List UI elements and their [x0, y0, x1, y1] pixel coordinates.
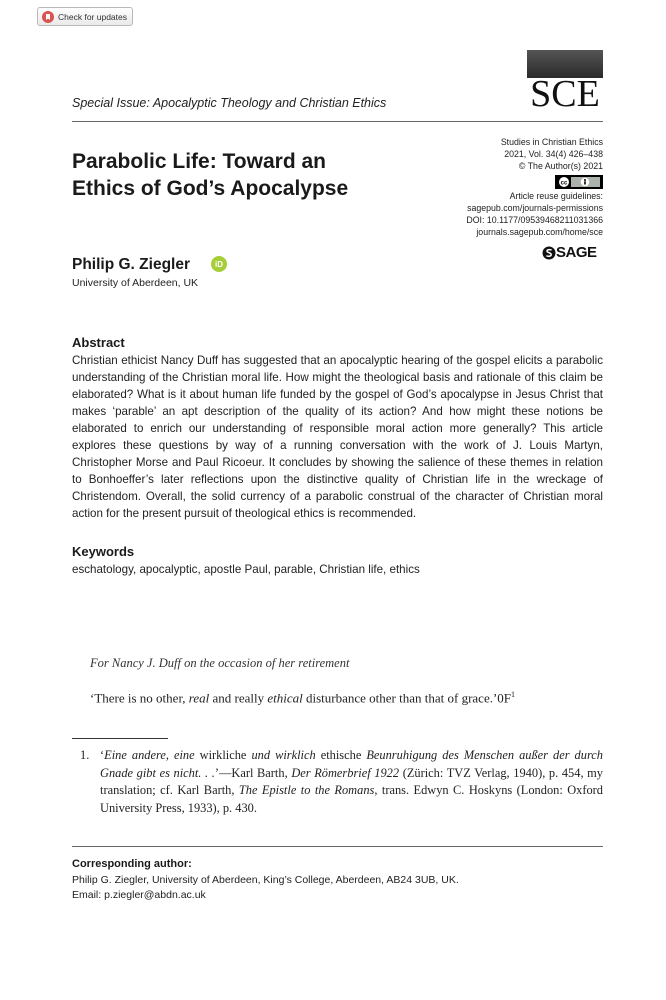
- footnote-marker[interactable]: 1: [511, 690, 516, 699]
- corresponding-author-heading: Corresponding author:: [72, 858, 192, 870]
- journal-volume: 2021, Vol. 34(4) 426–438: [504, 149, 603, 160]
- keywords-heading: Keywords: [72, 544, 135, 559]
- epigraph-text-1: ‘There is no other,: [90, 690, 189, 706]
- paper-title-line-2: Ethics of God’s Apocalypse: [72, 177, 349, 200]
- journal-homepage-link[interactable]: journals.sagepub.com/home/sce: [476, 227, 603, 238]
- footnote-italic: Beunruhigung des Menschen außer der durch Gnade gibt es nicht. . .: [100, 748, 603, 780]
- paper-title-line-1: Parabolic Life: Toward an: [72, 150, 326, 173]
- footnote-part: ethische: [315, 748, 367, 762]
- corresponding-divider: [72, 846, 603, 847]
- paper-title: [72, 148, 412, 202]
- header-divider: [72, 121, 603, 122]
- footnote-italic: Der Römerbrief 1922: [291, 765, 400, 780]
- cc-by-icon: [557, 176, 601, 188]
- abstract-text: Christian ethicist Nancy Duff has suggested that an apocalyptic hearing of the gospel elicits a parabolic understanding of the Christian moral life. How might the theological basis and rationale of this claim be elaborated? What is it about human life funded by the gospel of God’s apocalypse in Jesus Christ that makes ‘parable’ an apt description of the quality of its action? And how might these notions be elaborated to enrich our understanding of responsible moral action more generally? This article explores these questions by way of a running conversation with the work of J. Louis Martyn, Christopher Morse and Paul Ricoeur. It concludes by showing the salience of these themes in relation to Bonhoeffer’s later reflections upon the distinctive quality of Christian life in the wreckage of Christendom. Overall, the solid currency of a parabolic construal of the character of Christian moral action for the present pursuit of theological ethics is recommended.: [72, 354, 603, 520]
- journal-name: Studies in Christian Ethics: [500, 137, 603, 147]
- dedication: For Nancy J. Duff on the occasion of her retirement: [90, 656, 350, 670]
- epigraph-emphasis-real: real: [188, 690, 210, 706]
- footnote-italic: und wirklich: [251, 748, 316, 762]
- orcid-icon[interactable]: iD: [211, 256, 227, 272]
- check-for-updates-label: Check for updates: [58, 11, 127, 22]
- footnote-text: [100, 747, 603, 817]
- bookmark-update-icon: [42, 11, 54, 23]
- author-affiliation: University of Aberdeen, UK: [72, 277, 199, 289]
- reuse-guidelines-label: Article reuse guidelines:: [509, 190, 603, 201]
- journal-logo: SCE: [530, 73, 600, 115]
- creative-commons-icon[interactable]: [555, 175, 603, 189]
- epigraph-emphasis-ethical: ethical: [267, 690, 303, 706]
- footnote-divider: [72, 738, 168, 739]
- footnote-part: ’—Karl Barth,: [214, 765, 292, 780]
- doi-link[interactable]: DOI: 10.1177/09539468211031366: [466, 215, 603, 226]
- footnote: [80, 747, 603, 817]
- journal-copyright: © The Author(s) 2021: [518, 161, 603, 172]
- footnote-number: 1.: [80, 748, 90, 762]
- check-for-updates-button[interactable]: [37, 7, 133, 26]
- journal-info: [420, 136, 603, 238]
- epigraph-text-3: disturbance other than that of grace.’0F: [302, 690, 512, 706]
- footnote-italic: The Epistle to the Romans: [238, 783, 375, 797]
- footnote-part: , trans. Edwyn C. Hoskyns (London: Oxford University Press, 1933), p. 430.: [100, 783, 603, 815]
- author-name: Philip G. Ziegler: [72, 256, 190, 273]
- permissions-link[interactable]: sagepub.com/journals-permissions: [467, 202, 603, 213]
- publisher-name: SAGE: [556, 244, 597, 261]
- epigraph: [90, 690, 515, 706]
- corresponding-author-email[interactable]: Email: p.ziegler@abdn.ac.uk: [72, 889, 206, 901]
- sage-s-icon: [542, 246, 556, 260]
- special-issue-label: Special Issue: Apocalyptic Theology and Christian Ethics: [72, 96, 387, 110]
- keywords-text: eschatology, apocalyptic, apostle Paul, parable, Christian life, ethics: [72, 563, 420, 576]
- svg-text:cc: cc: [560, 180, 568, 187]
- footnote-part: wirkliche: [194, 748, 252, 762]
- footnote-italic: Eine andere, eine: [104, 748, 195, 762]
- epigraph-text-2: and really: [209, 690, 268, 706]
- abstract-heading: Abstract: [72, 335, 125, 350]
- publisher-logo: [542, 244, 597, 261]
- footnote-part: (Zürich: TVZ Verlag, 1940), p. 454, my translation; cf. Karl Barth,: [100, 765, 604, 797]
- corresponding-author-address: Philip G. Ziegler, University of Aberdeen, King’s College, Aberdeen, AB24 3UB, UK.: [72, 874, 459, 886]
- footnote-part: ‘: [100, 748, 105, 762]
